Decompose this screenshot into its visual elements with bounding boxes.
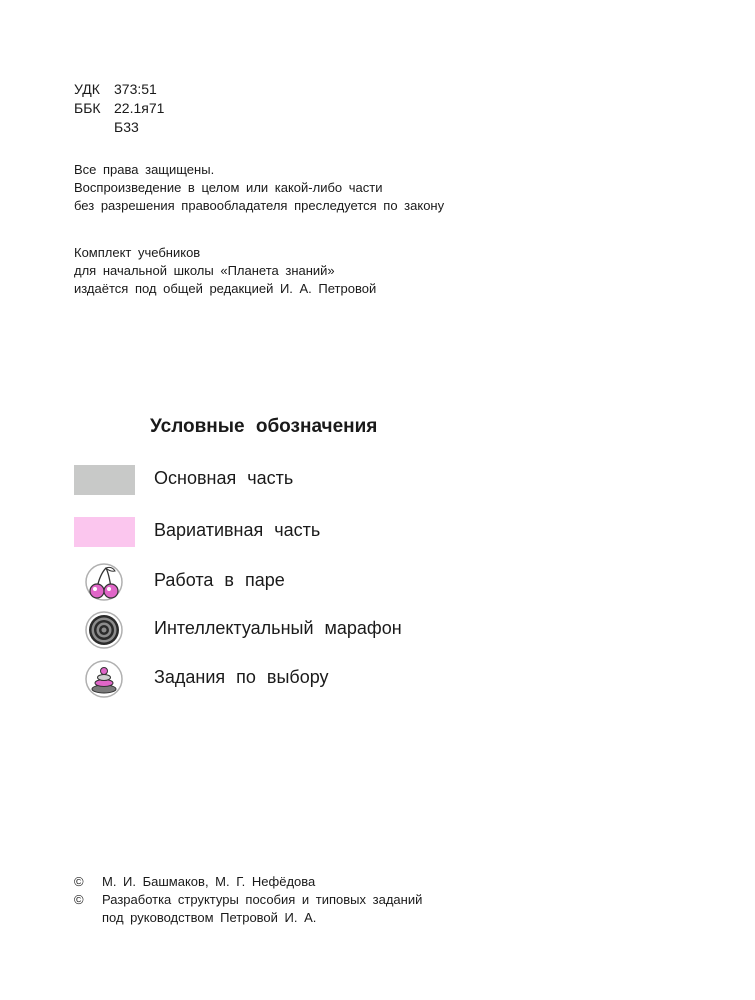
legend-label-main-part: Основная часть [154,468,294,488]
udk-row [74,80,164,99]
copyright-block [74,873,422,927]
author-mark: Б33 [114,119,139,135]
bbk-row [74,99,164,118]
legend-item-variative-part [74,517,321,547]
series-line-2: для начальной школы «Планета знаний» [74,263,335,278]
series-line-3: издаётся под общей редакцией И. А. Петровой [74,281,377,296]
classification-block [74,80,164,137]
legend-title: Условные обозначения [150,416,378,437]
copyright-line-2: Разработка структуры пособия и типовых заданий [102,892,423,907]
bbk-label: ББК [74,100,101,116]
copyright-structure [74,891,422,909]
spiral-icon [84,610,124,650]
rights-line-1: Все права защищены. [74,162,215,177]
gray-swatch [74,465,135,495]
rights-line-2: Воспроизведение в целом или какой-либо части [74,180,383,195]
udk-label: УДК [74,81,100,97]
legend-label-optional-tasks: Задания по выбору [154,667,329,687]
author-mark-row [74,118,164,137]
copyright-sign: © [74,892,84,907]
legend-label-variative-part: Вариативная часть [154,520,321,540]
legend-item-pair-work [74,562,285,602]
copyright-supervision [74,909,422,927]
udk-value: 373:51 [114,81,157,97]
copyright-authors [74,873,422,891]
legend-item-main-part [74,465,294,495]
bbk-value: 22.1я71 [114,100,165,116]
rights-line-3: без разрешения правообладателя преследуется по закону [74,198,445,213]
legend-label-pair-work: Работа в паре [154,570,285,590]
series-line-1: Комплект учебников [74,245,201,260]
copyright-sign: © [74,874,84,889]
legend-item-optional-tasks [74,659,329,699]
pyramid-icon [84,659,124,699]
pink-swatch [74,517,135,547]
legend-label-marathon: Интеллектуальный марафон [154,618,402,638]
copyright-line-1: М. И. Башмаков, М. Г. Нефёдова [102,874,316,889]
cherries-icon [84,562,124,602]
legend-item-marathon [74,610,402,650]
copyright-line-3: под руководством Петровой И. А. [102,910,317,925]
series-notice [74,244,376,298]
rights-notice [74,161,444,215]
